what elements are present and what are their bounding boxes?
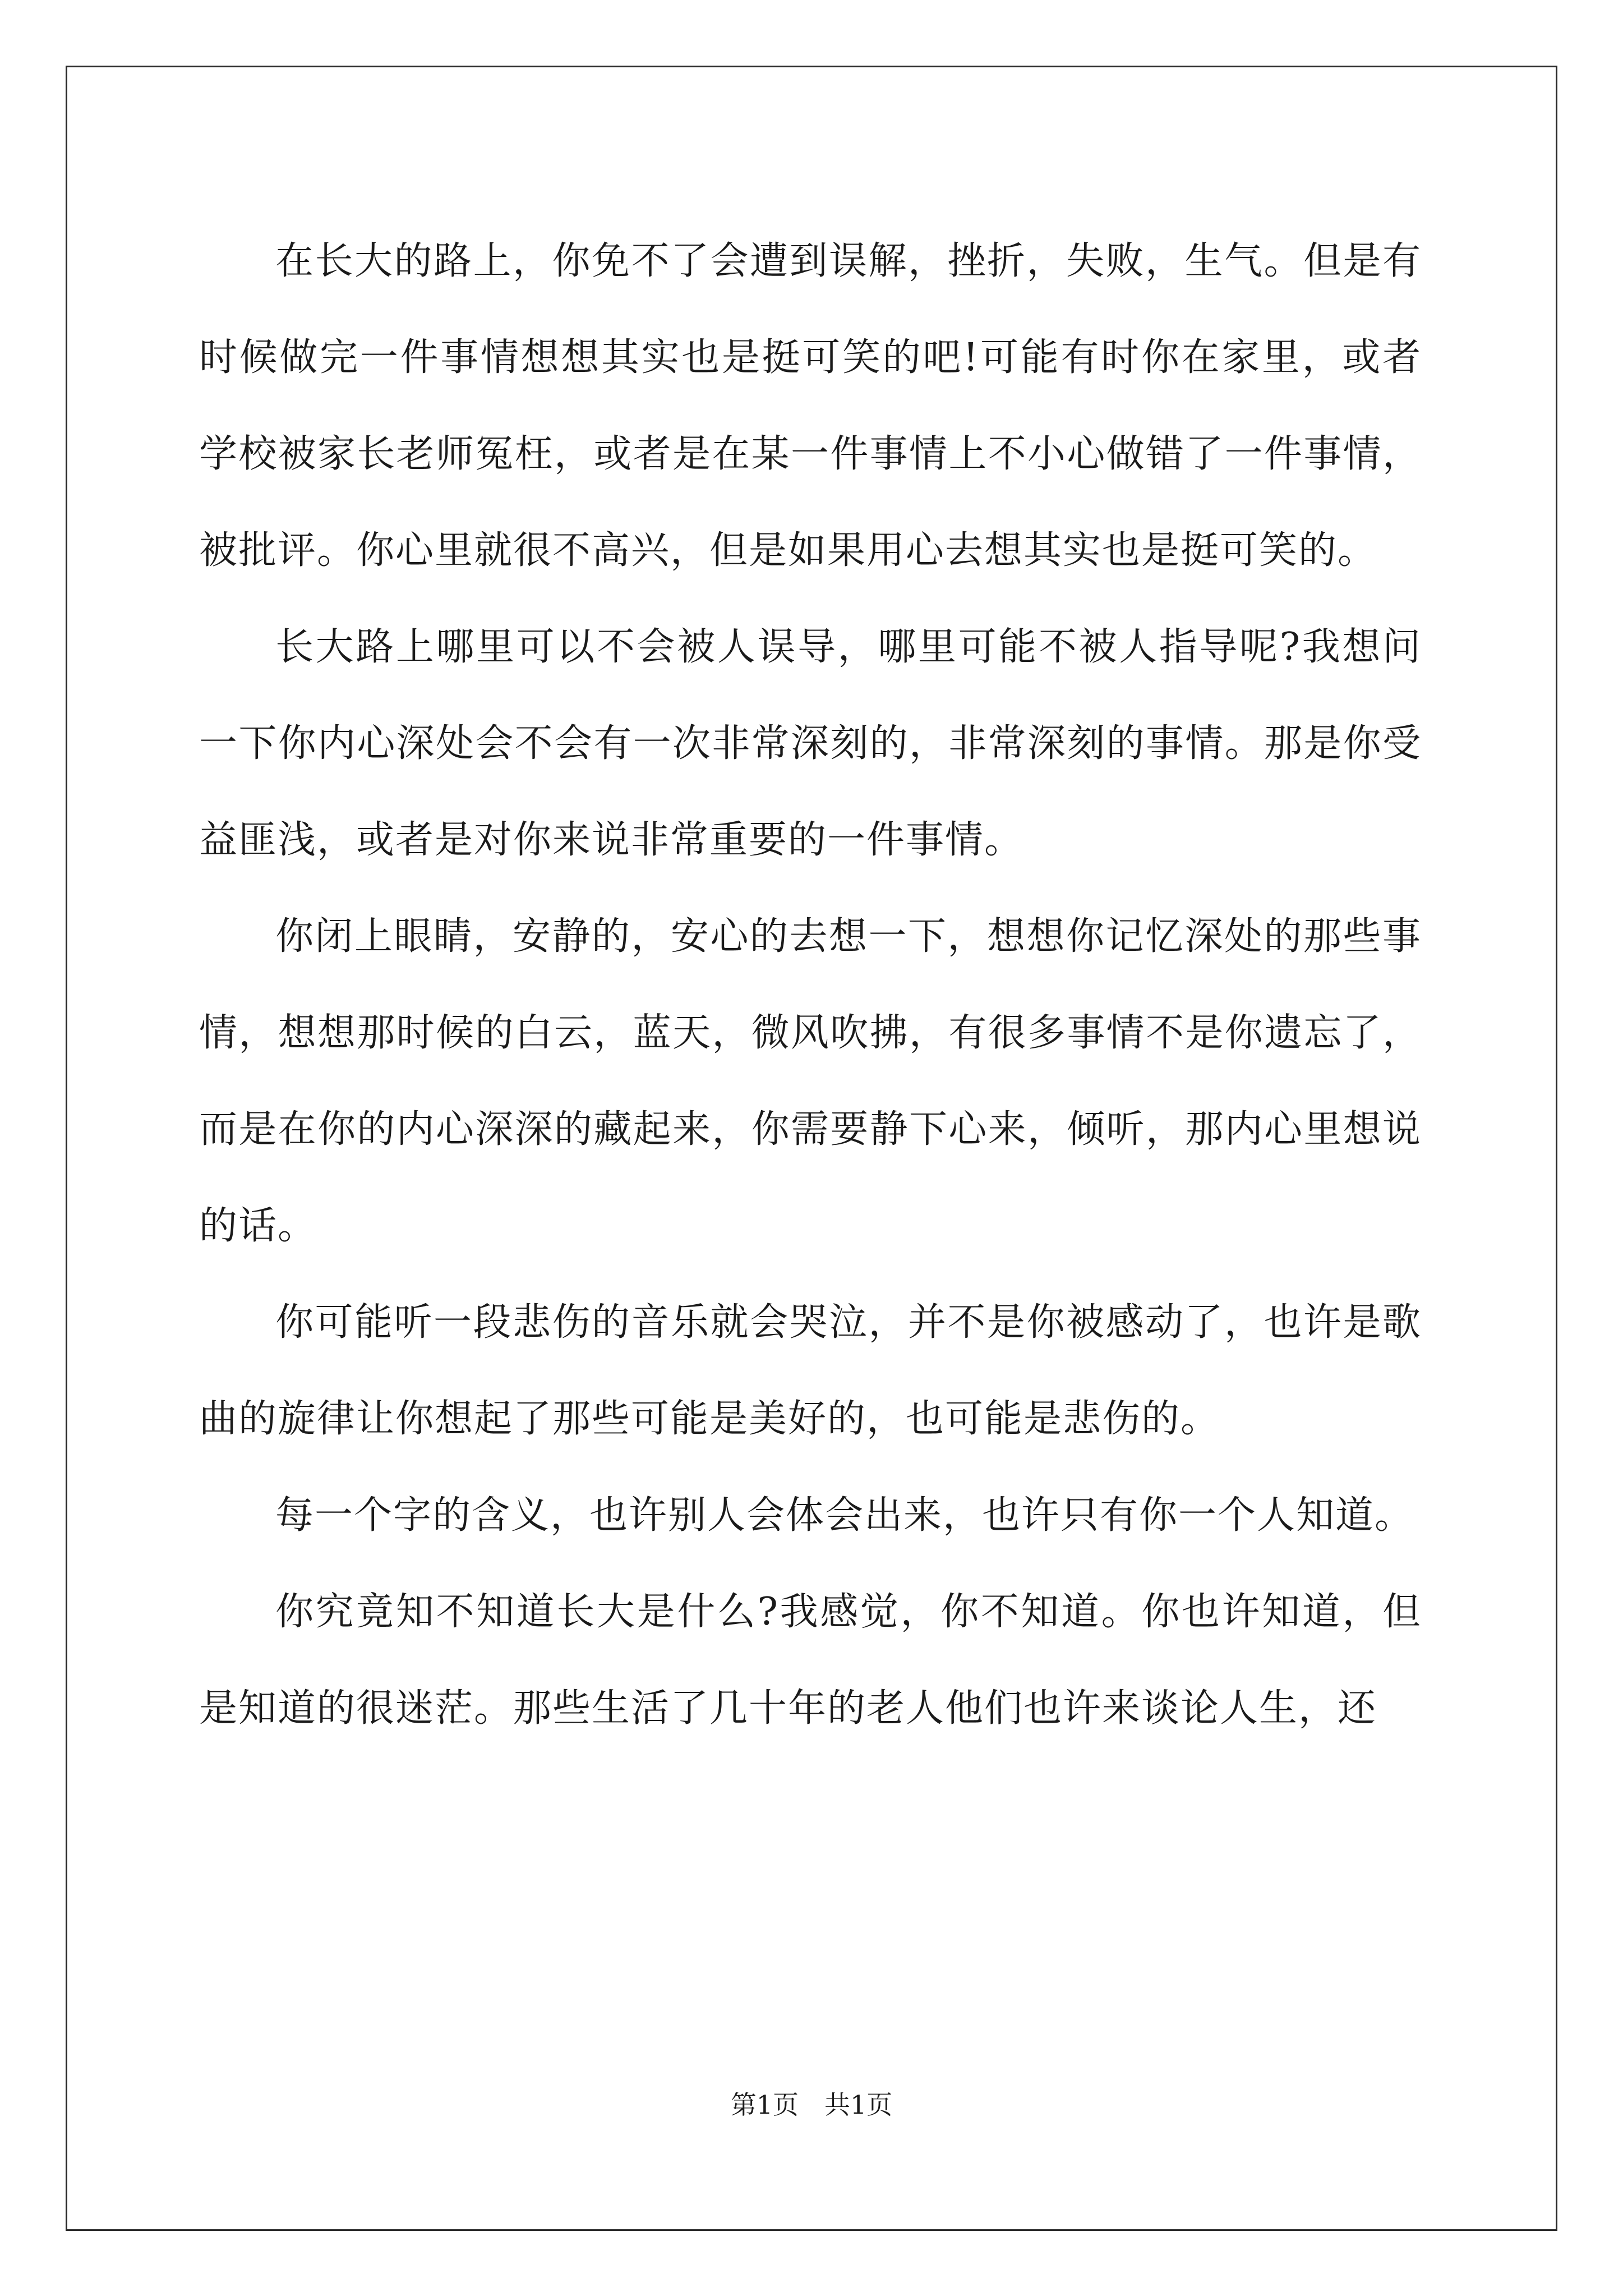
document-body — [199, 213, 1422, 1757]
paragraph: 你可能听一段悲伤的音乐就会哭泣，并不是你被感动了，也许是歌曲的旋律让你想起了那些可能是美好的，也可能是悲伤的。 — [199, 1300, 1422, 1441]
page-number-footer: 第1页 共1页 — [730, 2090, 893, 2120]
paragraph: 每一个字的含义，也许别人会体会出来，也许只有你一个人知道。 — [275, 1493, 1414, 1538]
paragraph: 你闭上眼睛，安静的，安心的去想一下，想想你记忆深处的那些事情，想想那时候的白云，蓝天，微风吹拂，有很多事情不是你遗忘了，而是在你的内心深深的藏起来，你需要静下心来，倾听，那内心里想说的话。 — [199, 914, 1422, 1248]
paragraph: 长大路上哪里可以不会被人误导，哪里可能不被人指导呢?我想问一下你内心深处会不会有一次非常深刻的，非常深刻的事情。那是你受益匪浅，或者是对你来说非常重要的一件事情。 — [199, 625, 1422, 862]
paragraph: 在长大的路上，你免不了会遭到误解，挫折，失败，生气。但是有时候做完一件事情想想其实也是挺可笑的吧!可能有时你在家里，或者学校被家长老师冤枉，或者是在某一件事情上不小心做错了一件事情，被批评。你心里就很不高兴，但是如果用心去想其实也是挺可笑的。 — [199, 239, 1422, 573]
paragraph: 你究竟知不知道长大是什么?我感觉，你不知道。你也许知道，但是知道的很迷茫。那些生活了几十年的老人他们也许来谈论人生，还 — [199, 1590, 1422, 1731]
